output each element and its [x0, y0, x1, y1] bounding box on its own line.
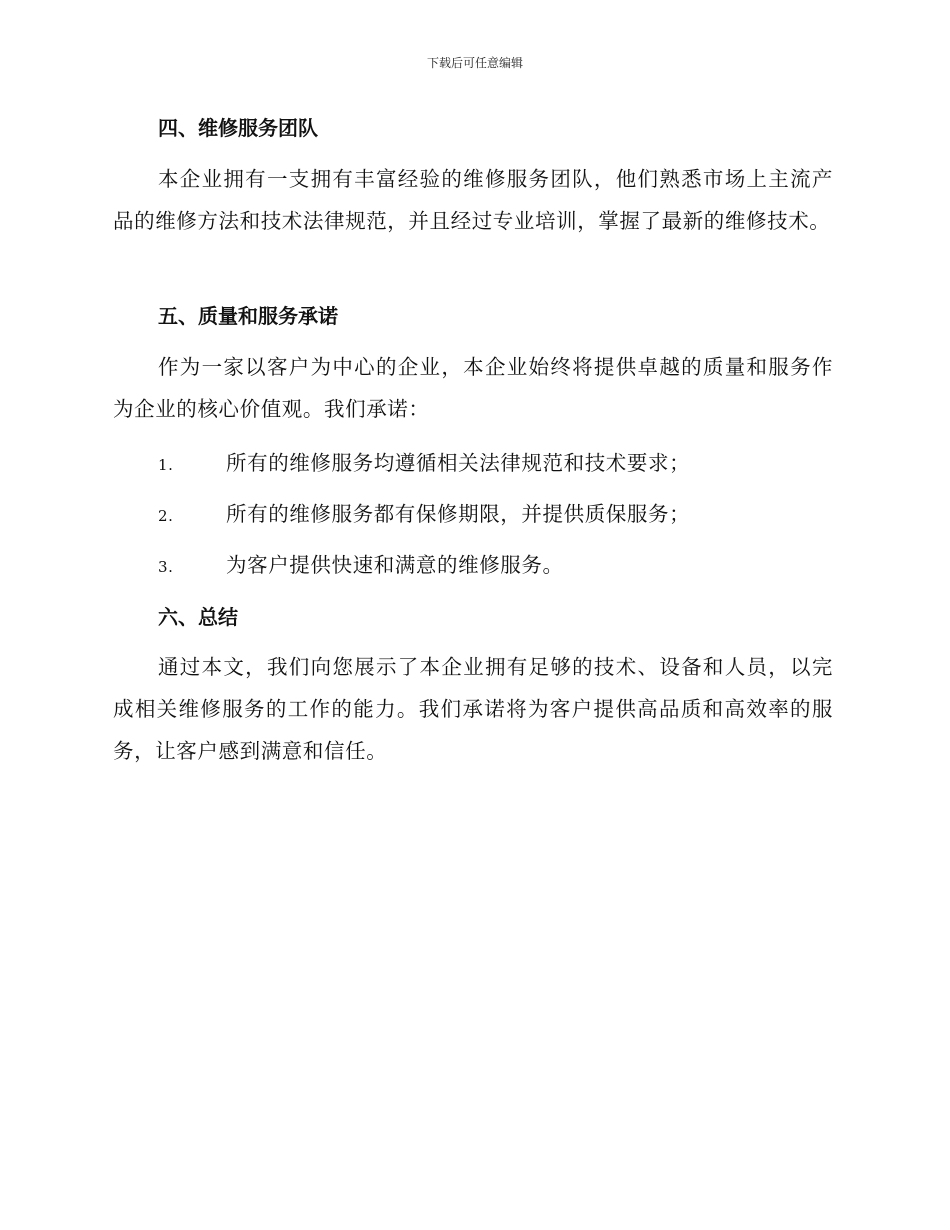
- list-text: 为客户提供快速和满意的维修服务。: [226, 553, 564, 577]
- paragraph-team: 本企业拥有一支拥有丰富经验的维修服务团队，他们熟悉市场上主流产品的维修方法和技术法律规范，并且经过专业培训，掌握了最新的维修技术。: [113, 167, 833, 233]
- list-number: 1.: [158, 456, 174, 474]
- list-text: 所有的维修服务均遵循相关法律规范和技术要求；: [226, 451, 691, 475]
- list-item: [158, 449, 690, 479]
- paragraph-summary: 通过本文，我们向您展示了本企业拥有足够的技术、设备和人员，以完成相关维修服务的工作的能力。我们承诺将为客户提供高品质和高效率的服务，让客户感到满意和信任。: [113, 655, 833, 763]
- section-heading-team: 四、维修服务团队: [158, 116, 318, 140]
- paragraph-commitment: 作为一家以客户为中心的企业，本企业始终将提供卓越的质量和服务作为企业的核心价值观。我们承诺：: [113, 355, 833, 421]
- list-number: 3.: [158, 558, 174, 576]
- list-item: [158, 551, 564, 581]
- header-note: 下载后可任意编辑: [426, 56, 523, 70]
- section-heading-commitment: 五、质量和服务承诺: [158, 304, 338, 328]
- list-text: 所有的维修服务都有保修期限，并提供质保服务；: [226, 502, 691, 526]
- list-item: [158, 500, 690, 530]
- list-number: 2.: [158, 507, 174, 525]
- section-heading-summary: 六、总结: [158, 605, 238, 629]
